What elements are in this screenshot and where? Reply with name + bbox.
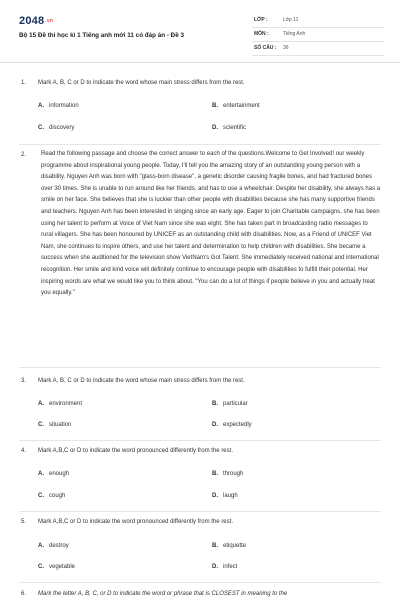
question-divider: [19, 582, 381, 583]
page-header: [0, 0, 400, 62]
meta-value: Lớp 11: [283, 17, 299, 23]
logo-suffix: .vn: [45, 18, 54, 25]
option-letter: B.: [212, 401, 218, 407]
meta-row-subject: [252, 28, 384, 42]
option-text: enough: [49, 471, 70, 477]
option-text: discovery: [49, 125, 75, 131]
option-letter: B.: [212, 103, 218, 109]
option-text: etiquette: [223, 543, 247, 549]
option-text: laugh: [223, 493, 238, 499]
site-logo[interactable]: [19, 15, 53, 27]
meta-label: MÔN :: [254, 31, 269, 37]
option-letter: B.: [212, 543, 218, 549]
question-number: 5.: [21, 519, 27, 525]
option-a[interactable]: [38, 543, 69, 549]
option-a[interactable]: [38, 401, 82, 407]
option-text: expectedly: [223, 422, 252, 428]
question-text: Mark A, B, C or D to indicate the word whose main stress differs from the rest.: [38, 378, 245, 384]
reading-passage: Read the following passage and choose the correct answer to each of the questions.Welcome to Get Involved! our weekly programme about inspirational young people. Today, I'll tell you the amazing story of an outstanding young person with a disability. Nguyen Anh was born with "glass-born disease", a genetic disorder causing fragile bones, and had fractured bones over 30 times. She is unable to run around like her friends, and has to use a wheelchair. Despite her disability, she always has a smile on her face. She believes that she is luckier than other people with disabilities because she has many supportive friends and teachers. Nguyen Anh has been interested in singing since an early age. Eager to join Charitable campaigns, she has been using her talent to perform at Voice of Viet Nam since she was eight. She has taken part in broadcasting radio messages to rural villagers. She has been honoured by UNICEF as an outstanding child with disabilities. Now, as a Friend of UNICEF Viet Nam, she continues to inspire others, and use her talent and determination to help children with disabilities. She became a success when she auditioned for the television show VietNam's Got Talent. She immediately received national and international recognition. Her smile and kind voice will definitely continue to encourage people with disabilities to fulfill their potential. Her inspiring words are what we would like you to think about. "You can do a lot of things if people believe in you and actually treat you equally.": [41, 151, 381, 297]
logo-text: 2048: [19, 15, 45, 27]
option-letter: A.: [38, 401, 44, 407]
option-text: cough: [49, 493, 66, 499]
option-letter: B.: [212, 471, 218, 477]
question-text: Mark A,B,C or D to indicate the word pronounced differently from the rest.: [38, 448, 233, 454]
question-divider: [19, 440, 381, 441]
option-a[interactable]: [38, 471, 69, 477]
question-number: 3.: [21, 378, 27, 384]
header-divider: [0, 62, 400, 63]
option-text: vegetable: [49, 564, 76, 570]
option-letter: C.: [38, 125, 44, 131]
option-letter: D.: [212, 564, 218, 570]
option-letter: D.: [212, 125, 218, 131]
document-title: Bộ 15 Đề thi học kì 1 Tiếng anh mới 11 có đáp án - Đề 3: [19, 32, 184, 39]
option-letter: A.: [38, 543, 44, 549]
question-number: 4.: [21, 448, 27, 454]
option-letter: C.: [38, 493, 44, 499]
option-d[interactable]: [212, 564, 237, 570]
option-text: through: [223, 471, 244, 477]
option-letter: D.: [212, 493, 218, 499]
option-letter: D.: [212, 422, 218, 428]
meta-value: 36: [283, 45, 289, 51]
option-letter: C.: [38, 564, 44, 570]
meta-value: Tiếng Anh: [283, 31, 306, 37]
option-text: particular: [223, 401, 248, 407]
option-d[interactable]: [212, 125, 246, 131]
option-b[interactable]: [212, 543, 246, 549]
option-c[interactable]: [38, 493, 65, 499]
option-text: entertainment: [223, 103, 260, 109]
question-divider: [19, 367, 381, 368]
option-c[interactable]: [38, 564, 75, 570]
question-text: Mark A,B,C or D to indicate the word pronounced differently from the rest.: [38, 519, 233, 525]
meta-label: SỐ CÂU :: [254, 45, 277, 51]
option-text: environment: [49, 401, 83, 407]
option-text: destroy: [49, 543, 69, 549]
question-text: Mark A, B, C or D to indicate the word whose main stress differs from the rest.: [38, 80, 245, 86]
option-b[interactable]: [212, 471, 243, 477]
meta-label: LỚP :: [254, 17, 268, 23]
option-b[interactable]: [212, 401, 248, 407]
meta-row-count: [252, 42, 384, 56]
option-d[interactable]: [212, 493, 238, 499]
question-text: Mark the letter A, B, C, or D to indicate the word or phrase that is CLOSEST in meaning to the: [38, 591, 288, 597]
option-text: information: [49, 103, 79, 109]
option-c[interactable]: [38, 422, 71, 428]
question-number: 2.: [21, 152, 27, 158]
question-divider: [19, 144, 381, 145]
option-d[interactable]: [212, 422, 252, 428]
meta-row-class: [252, 14, 384, 28]
option-a[interactable]: [38, 103, 79, 109]
option-text: situation: [49, 422, 72, 428]
option-c[interactable]: [38, 125, 74, 131]
question-number: 1.: [21, 80, 27, 86]
option-letter: A.: [38, 103, 44, 109]
option-letter: A.: [38, 471, 44, 477]
option-text: scientific: [223, 125, 247, 131]
meta-info-box: [252, 14, 384, 56]
question-number: 6.: [21, 591, 27, 597]
option-letter: C.: [38, 422, 44, 428]
option-text: infect: [223, 564, 238, 570]
question-divider: [19, 511, 381, 512]
option-b[interactable]: [212, 103, 260, 109]
